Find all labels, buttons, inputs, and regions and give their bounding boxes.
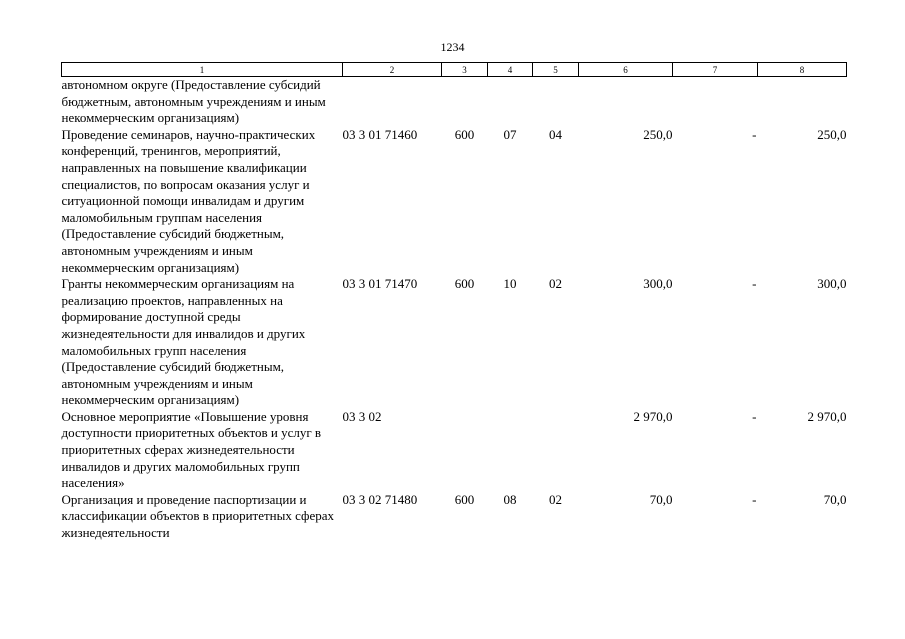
row-code: 03 3 01 71470 [342, 276, 418, 292]
header-col-8: 8 [758, 63, 847, 77]
row-rz [488, 77, 533, 127]
row-sum: 250,0 [643, 126, 673, 142]
row-pr [533, 77, 579, 127]
row-col7 [673, 409, 758, 492]
row-code [343, 77, 442, 127]
row-name: автономном округе (Предоставление субсидий бюджетным, автономным учреждениям и иным некоммерческим организациям) [61, 77, 326, 126]
row-pr: 04 [549, 126, 562, 142]
page-number: 1234 [440, 40, 465, 54]
table-row [62, 276, 847, 409]
row-vr: 600 [454, 491, 475, 507]
row-vr [442, 409, 488, 492]
row-sum [579, 77, 673, 127]
row-col7 [673, 77, 758, 127]
row-name: Организация и проведение паспортизации и классификации объектов в приоритетных сферах жизнедеятельности [61, 491, 335, 541]
row-rz: 07 [503, 126, 517, 142]
row-rz: 10 [503, 276, 517, 292]
budget-table [61, 62, 847, 542]
header-col-2: 2 [343, 63, 442, 77]
row-col7-value: - [752, 491, 757, 507]
row-col8 [758, 77, 847, 127]
row-sum: 70,0 [649, 491, 673, 507]
row-pr [533, 409, 579, 492]
row-code: 03 3 02 [342, 408, 382, 424]
row-col8: 70,0 [823, 491, 847, 507]
row-vr: 600 [454, 276, 475, 292]
table-row [62, 409, 847, 492]
row-col7-value: - [752, 408, 757, 424]
table-body [62, 77, 847, 542]
row-code: 03 3 01 71460 [342, 126, 418, 142]
row-vr: 600 [454, 126, 475, 142]
row-rz [488, 409, 533, 492]
header-col-6: 6 [579, 63, 673, 77]
row-code: 03 3 02 71480 [342, 491, 418, 507]
row-name: Проведение семинаров, научно-практических конференций, тренингов, мероприятий, направленных на повышение квалификации специалистов, по вопросам оказания услуг и ситуационной помощи инвалидам и другим маломобильным группам населения (Предоставление субсидий бюджетным, автономным учреждениям и иным некоммерческим организациям) [61, 126, 316, 275]
table-header [62, 63, 847, 77]
header-col-4: 4 [488, 63, 533, 77]
row-vr [442, 77, 488, 127]
row-col7-value: - [752, 126, 757, 142]
row-col7 [673, 127, 758, 276]
header-col-3: 3 [442, 63, 488, 77]
row-pr: 02 [549, 491, 562, 507]
header-col-1: 1 [62, 63, 343, 77]
row-col8: 250,0 [817, 126, 847, 142]
row-sum: 2 970,0 [633, 408, 673, 424]
row-col7 [673, 276, 758, 409]
row-pr: 02 [549, 276, 562, 292]
table-row [62, 492, 847, 542]
row-col8: 2 970,0 [807, 408, 847, 424]
table-row [62, 127, 847, 276]
row-col7 [673, 492, 758, 542]
header-col-7: 7 [673, 63, 758, 77]
row-name: Гранты некоммерческим организациям на реализацию проектов, направленных на формирование доступной среды жизнедеятельности для инвалидов и других маломобильных групп населения (Предоставление субсидий бюджетным, автономным учреждениям и иным некоммерческим организациям) [61, 276, 306, 408]
table-row [62, 77, 847, 127]
row-name: Основное мероприятие «Повышение уровня доступности приоритетных объектов и услуг в приоритетных сферах жизнедеятельности инвалидов и других маломобильных групп населения» [61, 408, 322, 491]
header-row [62, 63, 847, 77]
row-col8: 300,0 [817, 276, 847, 292]
row-rz: 08 [503, 491, 517, 507]
header-col-5: 5 [533, 63, 579, 77]
row-col7-value: - [752, 276, 757, 292]
row-sum: 300,0 [643, 276, 673, 292]
